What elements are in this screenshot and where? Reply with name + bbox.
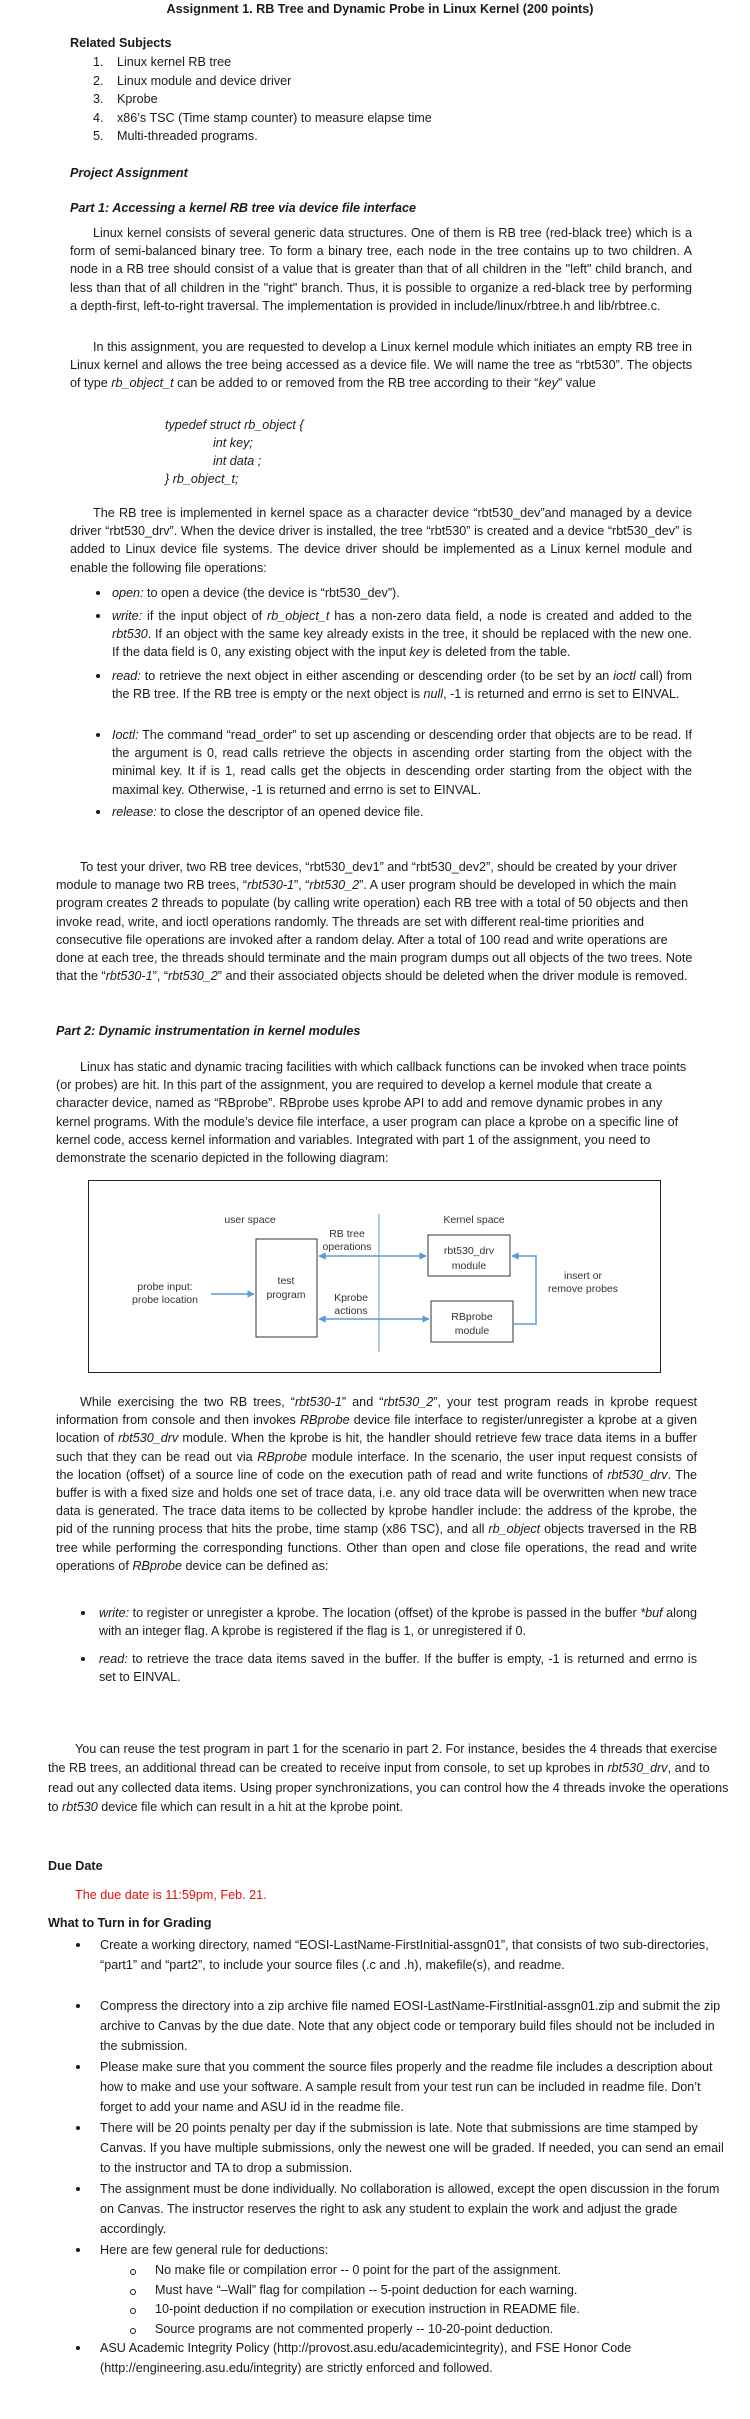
due-date-text: The due date is 11:59pm, Feb. 21. (75, 1888, 267, 1902)
deduction-item: 10-point deduction if no compilation or execution instruction in README file. (155, 2302, 580, 2317)
text-run: is deleted from the table. (429, 645, 571, 660)
probe-input-label: probe location (132, 1294, 198, 1306)
list-number: 2. (93, 73, 104, 88)
list-number: 1. (93, 55, 104, 69)
text-run: if the input object of (142, 609, 268, 623)
bullet-icon (76, 2248, 80, 2252)
insert-remove-label: insert or (564, 1270, 602, 1282)
bullet-icon (96, 591, 100, 595)
diagram-canvas (89, 1181, 662, 1374)
circle-bullet-icon (130, 2289, 136, 2295)
text-run: , and to read out any collected data items. Using proper synchronizations, you can control how the 4 threads invoke the operations to (48, 1761, 729, 1815)
integrity-policy: ASU Academic Integrity Policy (http://provost.asu.edu/academicintegrity), and FSE Honor Code (http://engineering.asu.edu/integrity) are strictly enforced and followed. (100, 2341, 632, 2375)
list-number: 5. (93, 129, 104, 144)
bullet-icon (96, 810, 100, 814)
kernel-space-label: Kernel space (443, 1214, 505, 1226)
list-text: Multi-threaded programs. (117, 129, 258, 144)
text-run: to register or unregister a kprobe. The location (offset) of the kprobe is passed in the buffer (129, 1606, 641, 1620)
code-line: int key; (213, 436, 253, 450)
text-run: along with an integer flag. A kprobe is registered if the flag is 1, or unregistered if 0. (99, 1606, 697, 1639)
op-write (112, 607, 692, 662)
part1-heading: Part 1: Accessing a kernel RB tree via device file interface (70, 201, 417, 215)
test-program-label: program (266, 1289, 306, 1301)
text-run: has a non-zero data field, a node is created and added to the (329, 609, 692, 623)
grading-item: There will be 20 points penalty per day if the submission is late. Note that submissions are time stamped by Canvas. If you have multiple submissions, only the newest one will be graded. If needed, you can send an email to the instructor and TA to drop a submission. (100, 2121, 724, 2175)
part1-paragraph-driver (70, 504, 692, 577)
circle-bullet-icon (130, 2269, 136, 2275)
circle-bullet-icon (130, 2308, 136, 2314)
part2-heading: Part 2: Dynamic instrumentation in kernel modules (56, 1024, 361, 1038)
text-run: The RB tree is implemented in kernel space as a character device “rbt530_dev”and managed by a device driver “rbt530_drv”. When the device driver is installed, the tree “rbt530” is created and a device “rbt530_dev” is added to Linux device file systems. The device driver should be implemented as a Linux kernel module and enable the following file operations: (70, 506, 692, 575)
list-number: 4. (93, 110, 104, 125)
text-run: Linux kernel consists of several generic data structures. One of them is RB tree (red-black tree) which is a form of semi-balanced binary tree. To form a binary tree, each node in the tree contains up to two children. A node in a RB tree should consist of a value that is greater than that of all children in the "left" child branch, and less than that of all children in the "right" branch. Thus, it is possible to organize a red-black tree by performing a depth-first, left-to-right traversal. The implementation is provided in include/linux/rbtree.h and lib/rbtree.c. (70, 226, 692, 313)
italic-text: rbt530 (62, 1800, 98, 1815)
part1-paragraph-rbtree (70, 224, 692, 315)
list-number: 3. (93, 92, 104, 107)
text-run: . The buffer is with a fixed size and holds one set of trace data, i.e. any old trace data will be overwritten when new trace data is generated. The trace data items to be collected by kprobe handler include: the address of the kprobe, the pid of the running process that hits the probe, time stamp (x86 TSC), and all (56, 1467, 697, 1537)
text-run: device can be defined as: (182, 1558, 329, 1573)
grading-item: Please make sure that you comment the source files properly and the readme file includes a description about how to make and use your software. A sample result from your test run can be included in readme file. Don’t forget to add your name and ASU id in the readme file. (100, 2060, 713, 2114)
italic-text: key (409, 645, 430, 660)
bullet-icon (76, 1943, 80, 1947)
italic-text: RBprobe (132, 1558, 183, 1573)
italic-text: ioctl (613, 669, 636, 683)
text-run: You can reuse the test program in part 1 for the scenario in part 2. For instance, besides the 4 threads that exercise the RB trees, an additional thread can be created to receive input from console, to set up kprobes in (48, 1742, 718, 1776)
bullet-icon (76, 2065, 80, 2069)
text-run: ”. A user program should be developed in which the main program creates 2 threads to populate (by calling write operation) each RB tree with a total of 50 objects and then invoke read, write, and ioctl operations randomly. The threads are set with different real-time priorities and consecutive file operations are invoked after a random delay. After a total of 100 read and write operations are done at each tree, the threads should terminate and the main program dumps out all objects of the two trees. Note that the “ (56, 878, 693, 984)
italic-text: null (423, 687, 444, 702)
part2-paragraph-exercise (56, 1393, 697, 1575)
text-run: To test your driver, two RB tree devices, “rbt530_dev1” and “rbt530_dev2”, should be created by your driver module to manage two RB trees, “ (56, 860, 678, 893)
op-release (112, 803, 692, 821)
italic-text: rbt530_2 (168, 969, 218, 984)
text-run: While exercising the two RB trees, “ (80, 1395, 295, 1409)
bullet-icon (76, 2187, 80, 2191)
bullet-icon (96, 674, 100, 678)
text-run: ” and “ (341, 1395, 384, 1409)
text-run: module. When the kprobe is hit, the handler should retrieve few trace data items in a buffer such that they can be read out via (56, 1431, 697, 1464)
rbprobe-label: RBprobe (451, 1311, 493, 1323)
italic-text: rbt530_drv (607, 1761, 668, 1776)
code-line: } rb_object_t; (165, 472, 239, 486)
due-date-heading: Due Date (48, 1859, 103, 1873)
deduction-item: No make file or compilation error -- 0 point for the part of the assignment. (155, 2263, 561, 2277)
text-run: to retrieve the trace data items saved in the buffer. If the buffer is empty, -1 is returned and errno is set to EINVAL. (99, 1652, 697, 1685)
text-run: In this assignment, you are requested to develop a Linux kernel module which initiates an empty RB tree in Linux kernel and allows the tree being accessed as a device file. We will name the tree as “rbt530”. The objects of type (70, 340, 692, 391)
rbprobe-op-read (99, 1650, 697, 1686)
italic-text: rbt530_drv (607, 1467, 668, 1482)
grading-heading: What to Turn in for Grading (48, 1916, 212, 1930)
grading-item: Create a working directory, named “EOSI-LastName-FirstInitial-assgn01”, that consists of two sub-directories, “part1” and “part2”, to include your source files (.c and .h), makefile(s), and readme. (100, 1938, 709, 1972)
related-subjects-list (0, 53, 700, 146)
text-run: , -1 is returned and errno is set to EINVAL. (443, 687, 680, 702)
list-text: Linux kernel RB tree (117, 55, 232, 69)
list-item (0, 127, 700, 146)
text-run: ” and their associated objects should be deleted when the driver module is removed. (217, 969, 688, 984)
bullet-icon (76, 2004, 80, 2008)
list-text: Linux module and device driver (117, 73, 292, 88)
part1-paragraph-test (56, 858, 698, 985)
project-assignment-heading: Project Assignment (70, 166, 188, 180)
text-run: to open a device (the device is “rbt530_dev”). (143, 586, 400, 600)
part2-paragraph-intro (56, 1058, 698, 1167)
italic-text: read: (112, 669, 141, 683)
italic-text: rbt530_2 (309, 878, 360, 893)
rbprobe-op-write (99, 1604, 697, 1640)
rbt530-drv-label: rbt530_drv (443, 1245, 495, 1257)
italic-text: *buf (640, 1606, 663, 1620)
document-title: Assignment 1. RB Tree and Dynamic Probe in Linux Kernel (200 points) (166, 2, 594, 16)
italic-text: open: (112, 586, 144, 600)
italic-text: write: (112, 609, 143, 623)
probe-input-label: probe input: (137, 1281, 193, 1293)
related-subjects-heading: Related Subjects (70, 36, 172, 50)
deduction-item: Must have “–Wall” flag for compilation -- 5-point deduction for each warning. (155, 2282, 578, 2297)
list-item (0, 53, 700, 72)
typedef-code (165, 416, 304, 488)
italic-text: rbt530_2 (383, 1395, 434, 1409)
text-run: objects traversed in the RB tree while performing the corresponding functions. Other than open and close file operations, the read and write operations of (56, 1522, 697, 1573)
bullet-icon (76, 2346, 80, 2350)
part1-paragraph-assignment (70, 338, 692, 393)
italic-text: RBprobe (299, 1413, 350, 1428)
text-run: call) from the RB tree. If the RB tree is empty or the next object is (112, 669, 692, 702)
text-run: device file interface to register/unregister a kprobe at a given location of (56, 1413, 697, 1446)
italic-text: rbt530 (112, 627, 148, 642)
italic-text: release: (112, 805, 157, 819)
grading-item: Here are few general rule for deductions: (100, 2243, 329, 2257)
italic-text: key (538, 376, 558, 391)
italic-text: rbt530_drv (118, 1431, 179, 1446)
italic-text: rb_object (488, 1522, 541, 1537)
part2-paragraph-reuse (48, 1740, 734, 1818)
op-open (112, 584, 692, 602)
rbt530-drv-label: module (451, 1260, 487, 1272)
text-run: Linux has static and dynamic tracing facilities with which callback functions can be invoked when trace points (or probes) are hit. In this part of the assignment, you are required to develop a kernel module that create a character device, named as “RBprobe”. RBprobe uses kprobe API to add and remove dynamic probes in any kernel programs. With the module’s device file interface, a user program can place a kprobe on a specific line of kernel code, access kernel information and variables. Integrated with part 1 of the assignment, you need to demonstrate the scenario depicted in the following diagram: (56, 1060, 687, 1166)
kprobe-actions-label: Kprobe (334, 1292, 368, 1304)
italic-text: Ioctl: (112, 728, 139, 742)
rbprobe-label: module (454, 1325, 490, 1337)
text-run: can be added to or removed from the RB tree according to their “ (173, 376, 539, 391)
italic-text: RBprobe (257, 1449, 307, 1464)
italic-text: rbt530-1 (105, 969, 153, 984)
italic-text: write: (99, 1606, 130, 1620)
italic-text: rb_object_t (267, 609, 330, 623)
list-item (0, 72, 700, 91)
code-line: int data ; (213, 454, 262, 468)
bullet-icon (96, 733, 100, 737)
text-run: . If an object with the same key already exists in the tree, it should be replaced with the new one. If the data field is 0, any existing object with the input (112, 627, 692, 660)
list-text: Kprobe (117, 92, 158, 107)
user-space-label: user space (224, 1214, 276, 1226)
rb-ops-label: RB tree (329, 1228, 365, 1240)
code-line: typedef struct rb_object { (165, 418, 304, 432)
architecture-diagram (88, 1180, 661, 1373)
list-text: x86’s TSC (Time stamp counter) to measure elapse time (117, 110, 432, 125)
grading-item: Compress the directory into a zip archive file named EOSI-LastName-FirstInitial-assgn01.zip and submit the zip archive to Canvas by the due date. Note that any object code or temporary build files should not be included in the submission. (100, 1999, 721, 2053)
list-item (0, 90, 700, 109)
text-run: ”, “ (294, 878, 310, 893)
bullet-icon (76, 2126, 80, 2130)
circle-bullet-icon (130, 2328, 136, 2334)
text-run: ” value (557, 376, 596, 391)
bullet-icon (96, 614, 100, 618)
text-run: to close the descriptor of an opened device file. (156, 805, 424, 819)
test-program-label: test (277, 1275, 295, 1287)
kprobe-actions-label: actions (334, 1305, 368, 1317)
insert-remove-label: remove probes (547, 1283, 619, 1295)
rb-ops-label: operations (322, 1241, 372, 1253)
text-run: to retrieve the next object in either ascending or descending order (to be set by an (140, 669, 614, 683)
italic-text: read: (99, 1652, 128, 1666)
list-item (0, 109, 700, 128)
italic-text: rbt530-1 (247, 878, 295, 893)
bullet-icon (81, 1611, 85, 1615)
insert-remove-arrow (512, 1256, 536, 1324)
deduction-item: Source programs are not commented properly -- 10-20-point deduction. (155, 2322, 554, 2337)
text-run: ”, “ (152, 969, 169, 984)
text-run: module interface. In the scenario, the user input request consists of the location (offset) of a source line of code on the execution path of read and write functions of (56, 1449, 698, 1482)
op-ioctl (112, 726, 692, 799)
grading-item: The assignment must be done individually. No collaboration is allowed, except the open discussion in the forum on Canvas. The instructor reserves the right to ask any student to explain the work and adjust the grade accordingly. (100, 2182, 720, 2236)
italic-text: rb_object_t (111, 376, 174, 391)
op-read (112, 667, 692, 703)
text-run: ”, your test program reads in kprobe request information from console and then invokes (56, 1395, 697, 1428)
bullet-icon (81, 1657, 85, 1661)
text-run: The command “read_order” to set up ascending or descending order that objects are to be read. If the argument is 0, read calls retrieve the objects in ascending order starting from the object with the minimal key. It if is 1, read calls get the objects in descending order starting from the object with the maximal key. Otherwise, -1 is returned and errno is set to EINVAL. (112, 728, 692, 797)
text-run: device file which can result in a hit at the kprobe point. (97, 1800, 403, 1815)
italic-text: rbt530-1 (294, 1395, 342, 1409)
test-program-box (256, 1239, 317, 1337)
